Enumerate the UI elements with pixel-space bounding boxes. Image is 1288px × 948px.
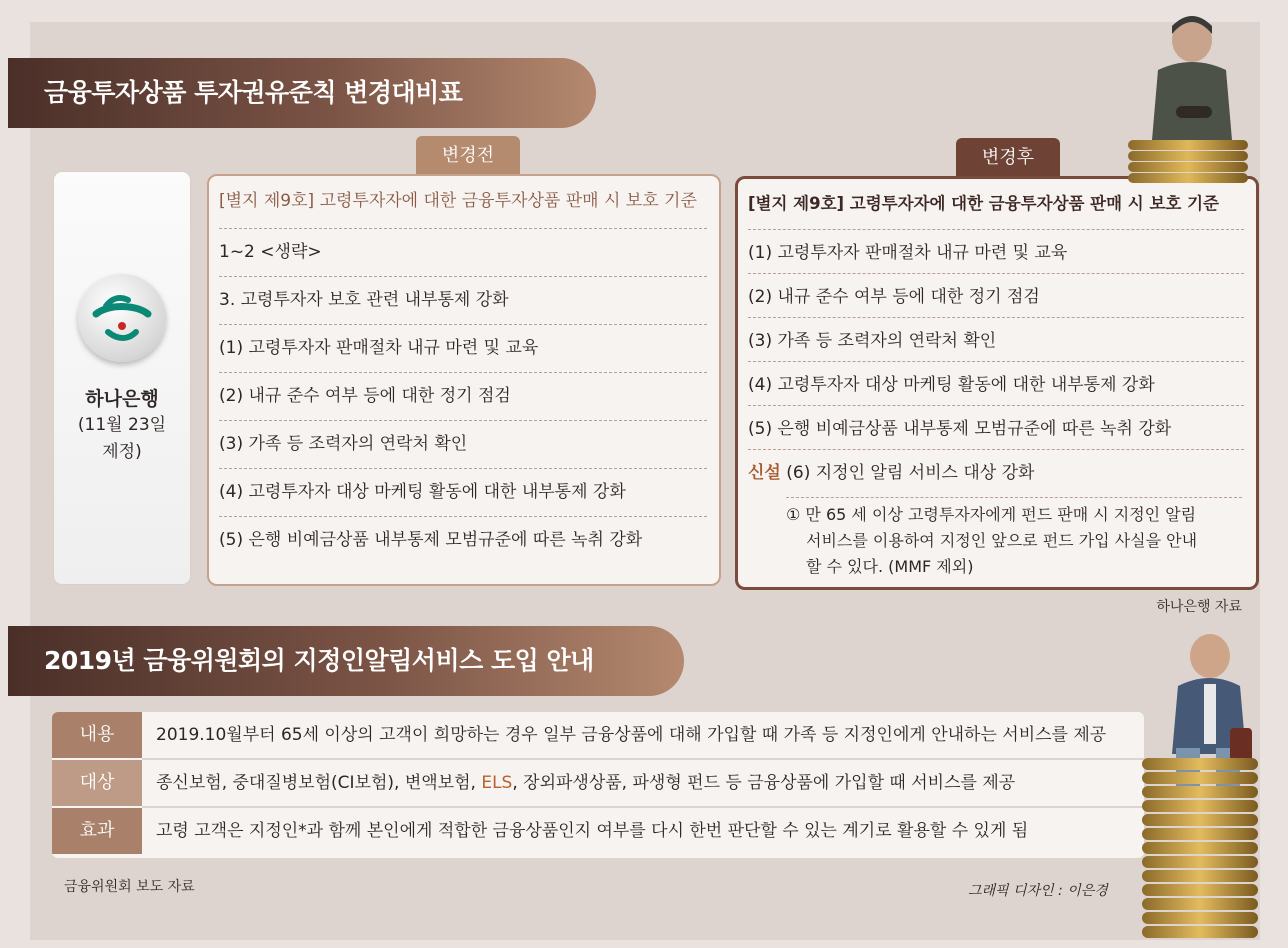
bank-name: 하나은행 — [85, 388, 159, 410]
note-line3: 할 수 있다. (MMF 제외) — [806, 557, 974, 576]
before-row: (3) 가족 등 조력자의 연락처 확인 — [219, 420, 707, 467]
elderly-man-on-coins-icon — [1136, 628, 1260, 946]
tab-after-label: 변경후 — [956, 138, 1060, 178]
after-row: (1) 고령투자자 판매절차 내규 마련 및 교육 — [748, 229, 1244, 276]
after-heading: [별지 제9호] 고령투자자에 대한 금융투자상품 판매 시 보호 기준 — [748, 194, 1219, 213]
after-row: (2) 내규 준수 여부 등에 대한 정기 점검 — [748, 273, 1244, 320]
note-line2: 서비스를 이용하여 지정인 앞으로 펀드 가입 사실을 안내 — [806, 531, 1198, 550]
after-row: (4) 고령투자자 대상 마케팅 활동에 대한 내부통제 강화 — [748, 361, 1244, 408]
after-box — [735, 176, 1259, 590]
before-heading: [별지 제9호] 고령투자자에 대한 금융투자상품 판매 시 보호 기준 — [219, 191, 697, 211]
after-row: (5) 은행 비예금상품 내부통제 모범규준에 따른 녹취 강화 — [748, 405, 1244, 452]
tab-before-label: 변경전 — [416, 136, 520, 176]
table-row — [52, 712, 1144, 758]
bank-date — [54, 412, 190, 466]
row-text — [156, 760, 1136, 806]
row-label: 대상 — [52, 760, 142, 806]
row-text-highlight: ELS — [481, 773, 513, 793]
row-label: 내용 — [52, 712, 142, 758]
section1-title: 금융투자상품 투자권유준칙 변경대비표 — [8, 58, 596, 128]
before-row: 1~2 <생략> — [219, 228, 707, 275]
row-text-part2: , 장외파생상품, 파생형 펀드 등 금융상품에 가입할 때 서비스를 제공 — [512, 773, 1016, 793]
bank-date-line1: (11월 23일 — [77, 415, 167, 435]
new-tag: 신설 — [748, 463, 781, 483]
before-row: (4) 고령투자자 대상 마케팅 활동에 대한 내부통제 강화 — [219, 468, 707, 515]
after-note — [786, 497, 1242, 580]
after-row-new — [748, 449, 1244, 496]
after-row: (3) 가족 등 조력자의 연락처 확인 — [748, 317, 1244, 364]
row-text-part1: 종신보험, 중대질병보험(CI보험), 변액보험, — [156, 773, 482, 793]
before-row: 3. 고령투자자 보호 관련 내부통제 강화 — [219, 276, 707, 323]
section2-title: 2019년 금융위원회의 지정인알림서비스 도입 안내 — [8, 626, 684, 696]
row-text: 2019.10월부터 65세 이상의 고객이 희망하는 경우 일부 금융상품에 대해 가입할 때 가족 등 지정인에게 안내하는 서비스를 제공 — [156, 725, 1107, 745]
table-row — [52, 760, 1144, 806]
before-row: (2) 내규 준수 여부 등에 대한 정기 점검 — [219, 372, 707, 419]
before-row: (1) 고령투자자 판매절차 내규 마련 및 교육 — [219, 324, 707, 371]
note-line1: ① 만 65 세 이상 고령투자자에게 펀드 판매 시 지정인 알림 — [786, 505, 1197, 524]
elderly-woman-on-coins-icon — [1120, 10, 1260, 190]
before-row: (5) 은행 비예금상품 내부통제 모범규준에 따른 녹취 강화 — [219, 516, 707, 563]
row-text: 고령 고객은 지정인*과 함께 본인에게 적합한 금융상품인지 여부를 다시 한번 판단할 수 있는 계기로 활용할 수 있게 됨 — [156, 821, 1029, 841]
bank-card — [54, 172, 190, 584]
hana-bank-logo-icon — [78, 274, 166, 362]
new-row-text: (6) 지정인 알림 서비스 대상 강화 — [786, 463, 1035, 483]
source-fsc: 금융위원회 보도 자료 — [64, 879, 195, 895]
before-box — [207, 174, 721, 586]
source-hana: 하나은행 자료 — [1156, 599, 1242, 615]
table-row — [52, 808, 1144, 854]
row-label: 효과 — [52, 808, 142, 854]
design-credit: 그래픽 디자인 : 이은경 — [968, 883, 1108, 899]
service-table — [52, 712, 1144, 858]
bank-date-line2: 제정) — [102, 442, 142, 462]
